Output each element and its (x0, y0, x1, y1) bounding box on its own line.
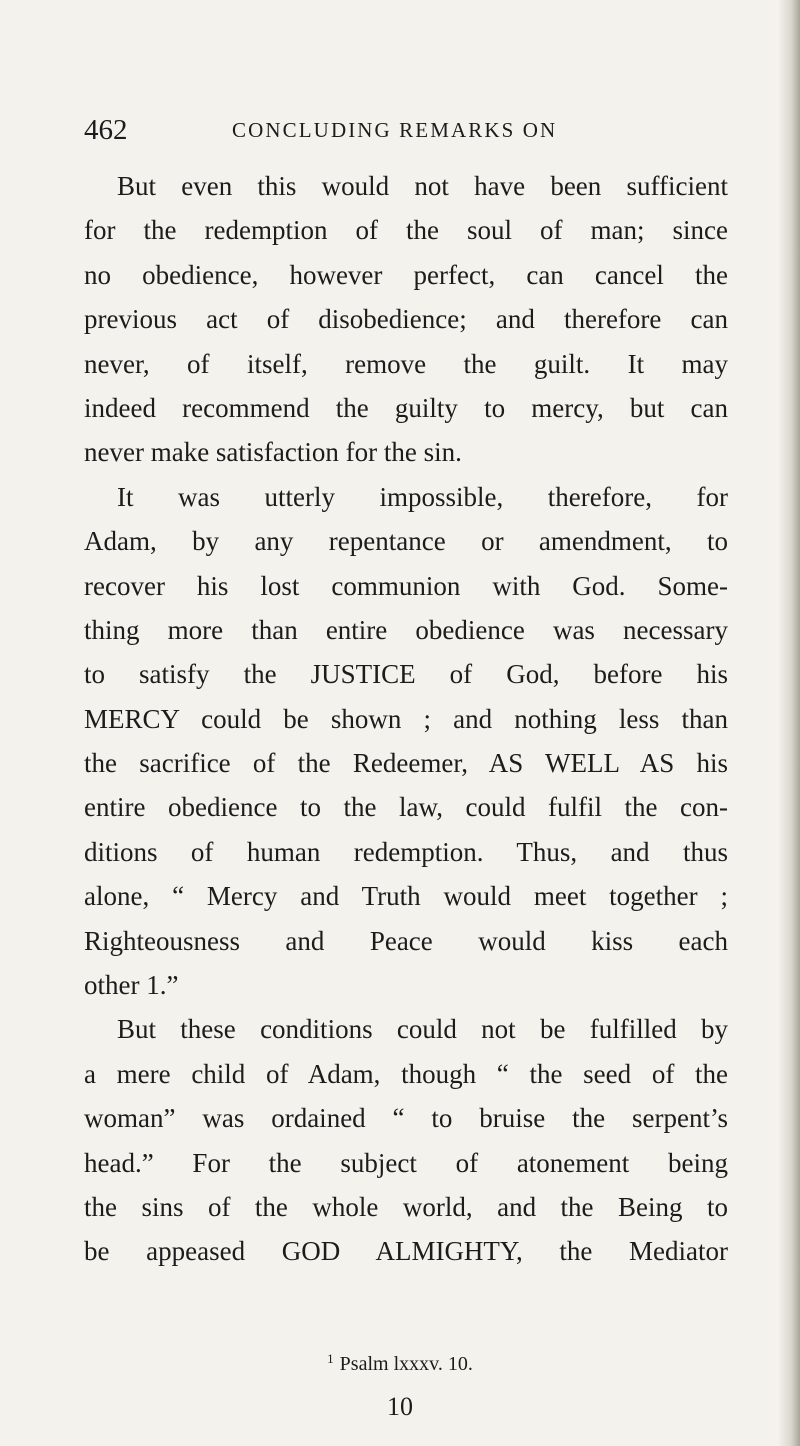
text-line: Righteousness and Peace would kiss each (84, 925, 728, 956)
text-line: be appeased GOD ALMIGHTY, the Mediator (84, 1236, 728, 1267)
text-line: thing more than entire obedience was necessary (84, 614, 728, 645)
text-line: alone, “ Mercy and Truth would meet together ; (84, 881, 728, 912)
text-line: for the redemption of the soul of man; since (84, 215, 728, 246)
text-line: It was utterly impossible, therefore, for (117, 481, 728, 512)
page-edge-shadow (778, 0, 800, 1446)
footnote (0, 1351, 800, 1376)
text-line: ditions of human redemption. Thus, and thus (84, 836, 728, 867)
text-line: never make satisfaction for the sin. (84, 437, 462, 468)
text-line: never, of itself, remove the guilt. It may (84, 348, 728, 379)
text-line: But these conditions could not be fulfilled by (117, 1014, 728, 1045)
body-text (84, 164, 728, 1274)
text-line: But even this would not have been sufficient (117, 171, 728, 201)
text-line: other 1.” (84, 970, 179, 1001)
text-line: woman” was ordained “ to bruise the serpent’s (84, 1103, 728, 1134)
text-line: a mere child of Adam, though “ the seed of the (84, 1058, 728, 1089)
page-header (84, 110, 728, 150)
text-line: no obedience, however perfect, can cancel the (84, 259, 728, 290)
text-line: the sins of the whole world, and the Being to (84, 1191, 728, 1222)
text-line: head.” For the subject of atonement being (84, 1147, 728, 1178)
page-number: 462 (84, 114, 128, 146)
text-line: to satisfy the JUSTICE of God, before his (84, 659, 728, 690)
footnote-text: Psalm lxxxv. 10. (339, 1353, 473, 1375)
text-line: MERCY could be shown ; and nothing less than (84, 703, 728, 734)
text-line: Adam, by any repentance or amendment, to (84, 526, 728, 557)
text-line: recover his lost communion with God. Some- (84, 570, 728, 601)
footnote-marker: 1 (327, 1351, 334, 1366)
text-line: the sacrifice of the Redeemer, AS WELL AS his (84, 748, 728, 779)
text-line: indeed recommend the guilty to mercy, but can (84, 392, 728, 423)
running-head: CONCLUDING REMARKS ON (232, 118, 558, 142)
signature-mark: 10 (387, 1392, 413, 1421)
text-line: entire obedience to the law, could fulfil the con- (84, 792, 728, 823)
text-line: previous act of disobedience; and therefore can (84, 304, 728, 335)
